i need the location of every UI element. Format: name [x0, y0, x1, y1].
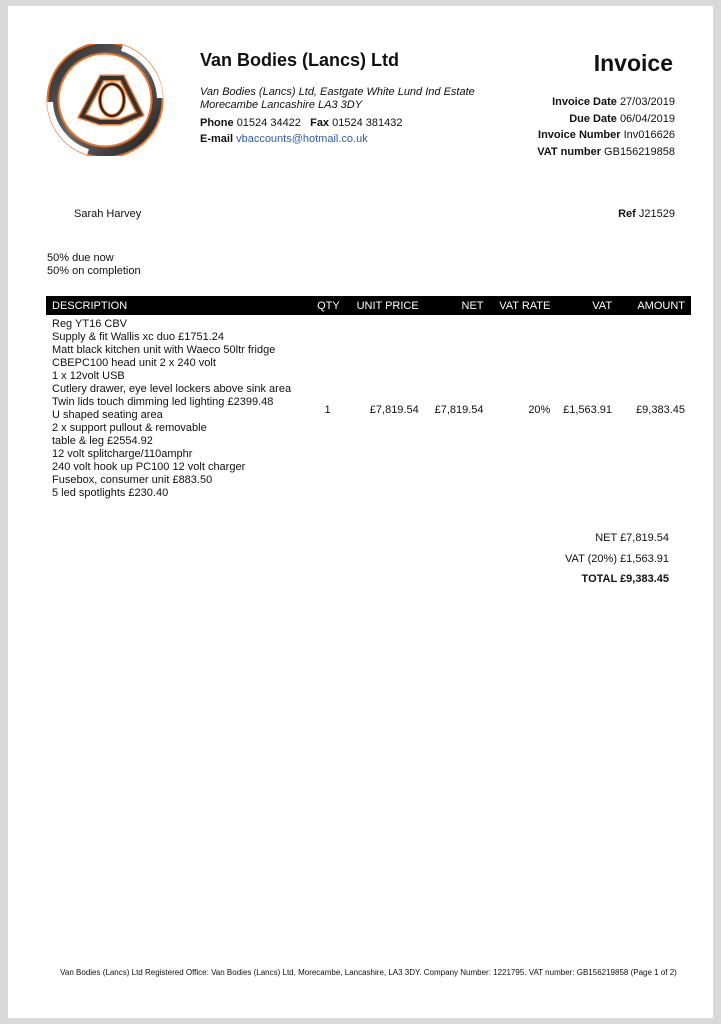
row-vat: £1,563.91	[563, 403, 613, 416]
header-description: DESCRIPTION	[46, 296, 309, 315]
payment-term: 50% on completion	[47, 265, 141, 277]
vat-number-label: VAT number	[537, 145, 601, 158]
reference-label: Ref	[618, 208, 636, 220]
net-total-value: £7,819.54	[620, 532, 669, 544]
email-label: E-mail	[200, 133, 234, 145]
description-line: 12 volt splitcharge/110amphr	[52, 448, 193, 460]
payment-terms	[47, 252, 141, 278]
header-vat-rate: VAT RATE	[490, 296, 557, 315]
description-line: table & leg £2554.92	[52, 435, 153, 447]
line-items-table	[46, 296, 691, 504]
invoice-meta	[537, 94, 675, 160]
table-header-row	[46, 296, 691, 315]
description-line: 1 x 12volt USB	[52, 370, 125, 382]
due-date-row	[537, 111, 675, 128]
fax-value: 01524 381432	[332, 117, 403, 129]
net-total-label: NET	[595, 532, 617, 544]
vat-total-value: £1,563.91	[620, 552, 669, 565]
description-line: Cutlery drawer, eye level lockers above sink area	[52, 383, 292, 395]
description-line: Twin lids touch dimming led lighting £2399.48	[52, 396, 274, 408]
header-unit-price: UNIT PRICE	[346, 296, 425, 315]
due-date-value: 06/04/2019	[619, 112, 675, 125]
company-name: Van Bodies (Lancs) Ltd	[200, 50, 400, 70]
invoice-date-row	[537, 94, 675, 111]
page-footer: Van Bodies (Lancs) Ltd Registered Office: Van Bodies (Lancs) Ltd, Morecambe, Lancashire, LA3 3DY. Company Number: 1221795. VAT number: GB156219858 (Page 1 of 2)	[60, 968, 677, 977]
description-line: Fusebox, consumer unit £883.50	[52, 474, 213, 486]
invoice-number-value: Inv016626	[623, 129, 675, 141]
due-date-label: Due Date	[569, 112, 617, 125]
email-link[interactable]: vbaccounts@hotmail.co.uk	[236, 133, 368, 145]
reference-value: J21529	[638, 208, 675, 220]
phone-label: Phone	[200, 117, 234, 129]
row-unit-price: £7,819.54	[369, 403, 419, 416]
description-line: Supply & fit Wallis xc duo £1751.24	[52, 331, 225, 343]
totals-summary	[565, 528, 669, 590]
company-logo	[42, 44, 168, 156]
header-qty: QTY	[309, 296, 345, 315]
description-line: U shaped seating area	[52, 409, 163, 421]
table-row	[46, 315, 691, 504]
company-contact	[200, 115, 402, 147]
description-line: 2 x support pullout & removable	[52, 422, 207, 434]
net-total-row	[565, 528, 669, 549]
phone-fax-line	[200, 115, 402, 131]
company-address	[200, 86, 475, 112]
grand-total-value: £9,383.45	[620, 573, 669, 585]
row-description	[46, 315, 309, 504]
document-title: Invoice	[593, 50, 673, 76]
fax-label: Fax	[310, 117, 330, 129]
email-line	[200, 131, 402, 147]
row-vat-rate: 20%	[528, 403, 551, 416]
header-net: NET	[425, 296, 490, 315]
invoice-number-label: Invoice Number	[538, 129, 621, 141]
payment-term: 50% due now	[47, 252, 114, 264]
grand-total-row	[565, 569, 669, 590]
invoice-number-row	[537, 127, 675, 144]
row-amount: £9,383.45	[636, 403, 685, 416]
row-qty: 1	[324, 403, 331, 416]
phone-value: 01524 34422	[236, 117, 301, 129]
reference	[618, 208, 675, 220]
vat-total-row	[565, 549, 669, 570]
description-line: CBEPC100 head unit 2 x 240 volt	[52, 357, 216, 369]
header-vat: VAT	[556, 296, 618, 315]
invoice-date-value: 27/03/2019	[619, 96, 675, 108]
description-line: Matt black kitchen unit with Waeco 50ltr fridge	[52, 344, 276, 356]
invoice-page	[8, 6, 713, 1018]
address-line-2: Morecambe Lancashire LA3 3DY	[200, 99, 363, 111]
header-amount: AMOUNT	[618, 296, 691, 315]
vat-number-value: GB156219858	[604, 145, 675, 158]
row-net: £7,819.54	[434, 403, 484, 416]
invoice-date-label: Invoice Date	[552, 96, 617, 108]
grand-total-label: TOTAL	[581, 573, 617, 585]
description-line: Reg YT16 CBV	[52, 318, 128, 330]
address-line-1: Van Bodies (Lancs) Ltd, Eastgate White Lund Ind Estate	[200, 86, 475, 98]
vat-number-row	[537, 144, 675, 161]
vat-total-label: VAT (20%)	[565, 552, 617, 565]
description-line: 240 volt hook up PC100 12 volt charger	[52, 461, 246, 473]
customer-name: Sarah Harvey	[74, 208, 142, 220]
description-line: 5 led spotlights £230.40	[52, 487, 169, 499]
